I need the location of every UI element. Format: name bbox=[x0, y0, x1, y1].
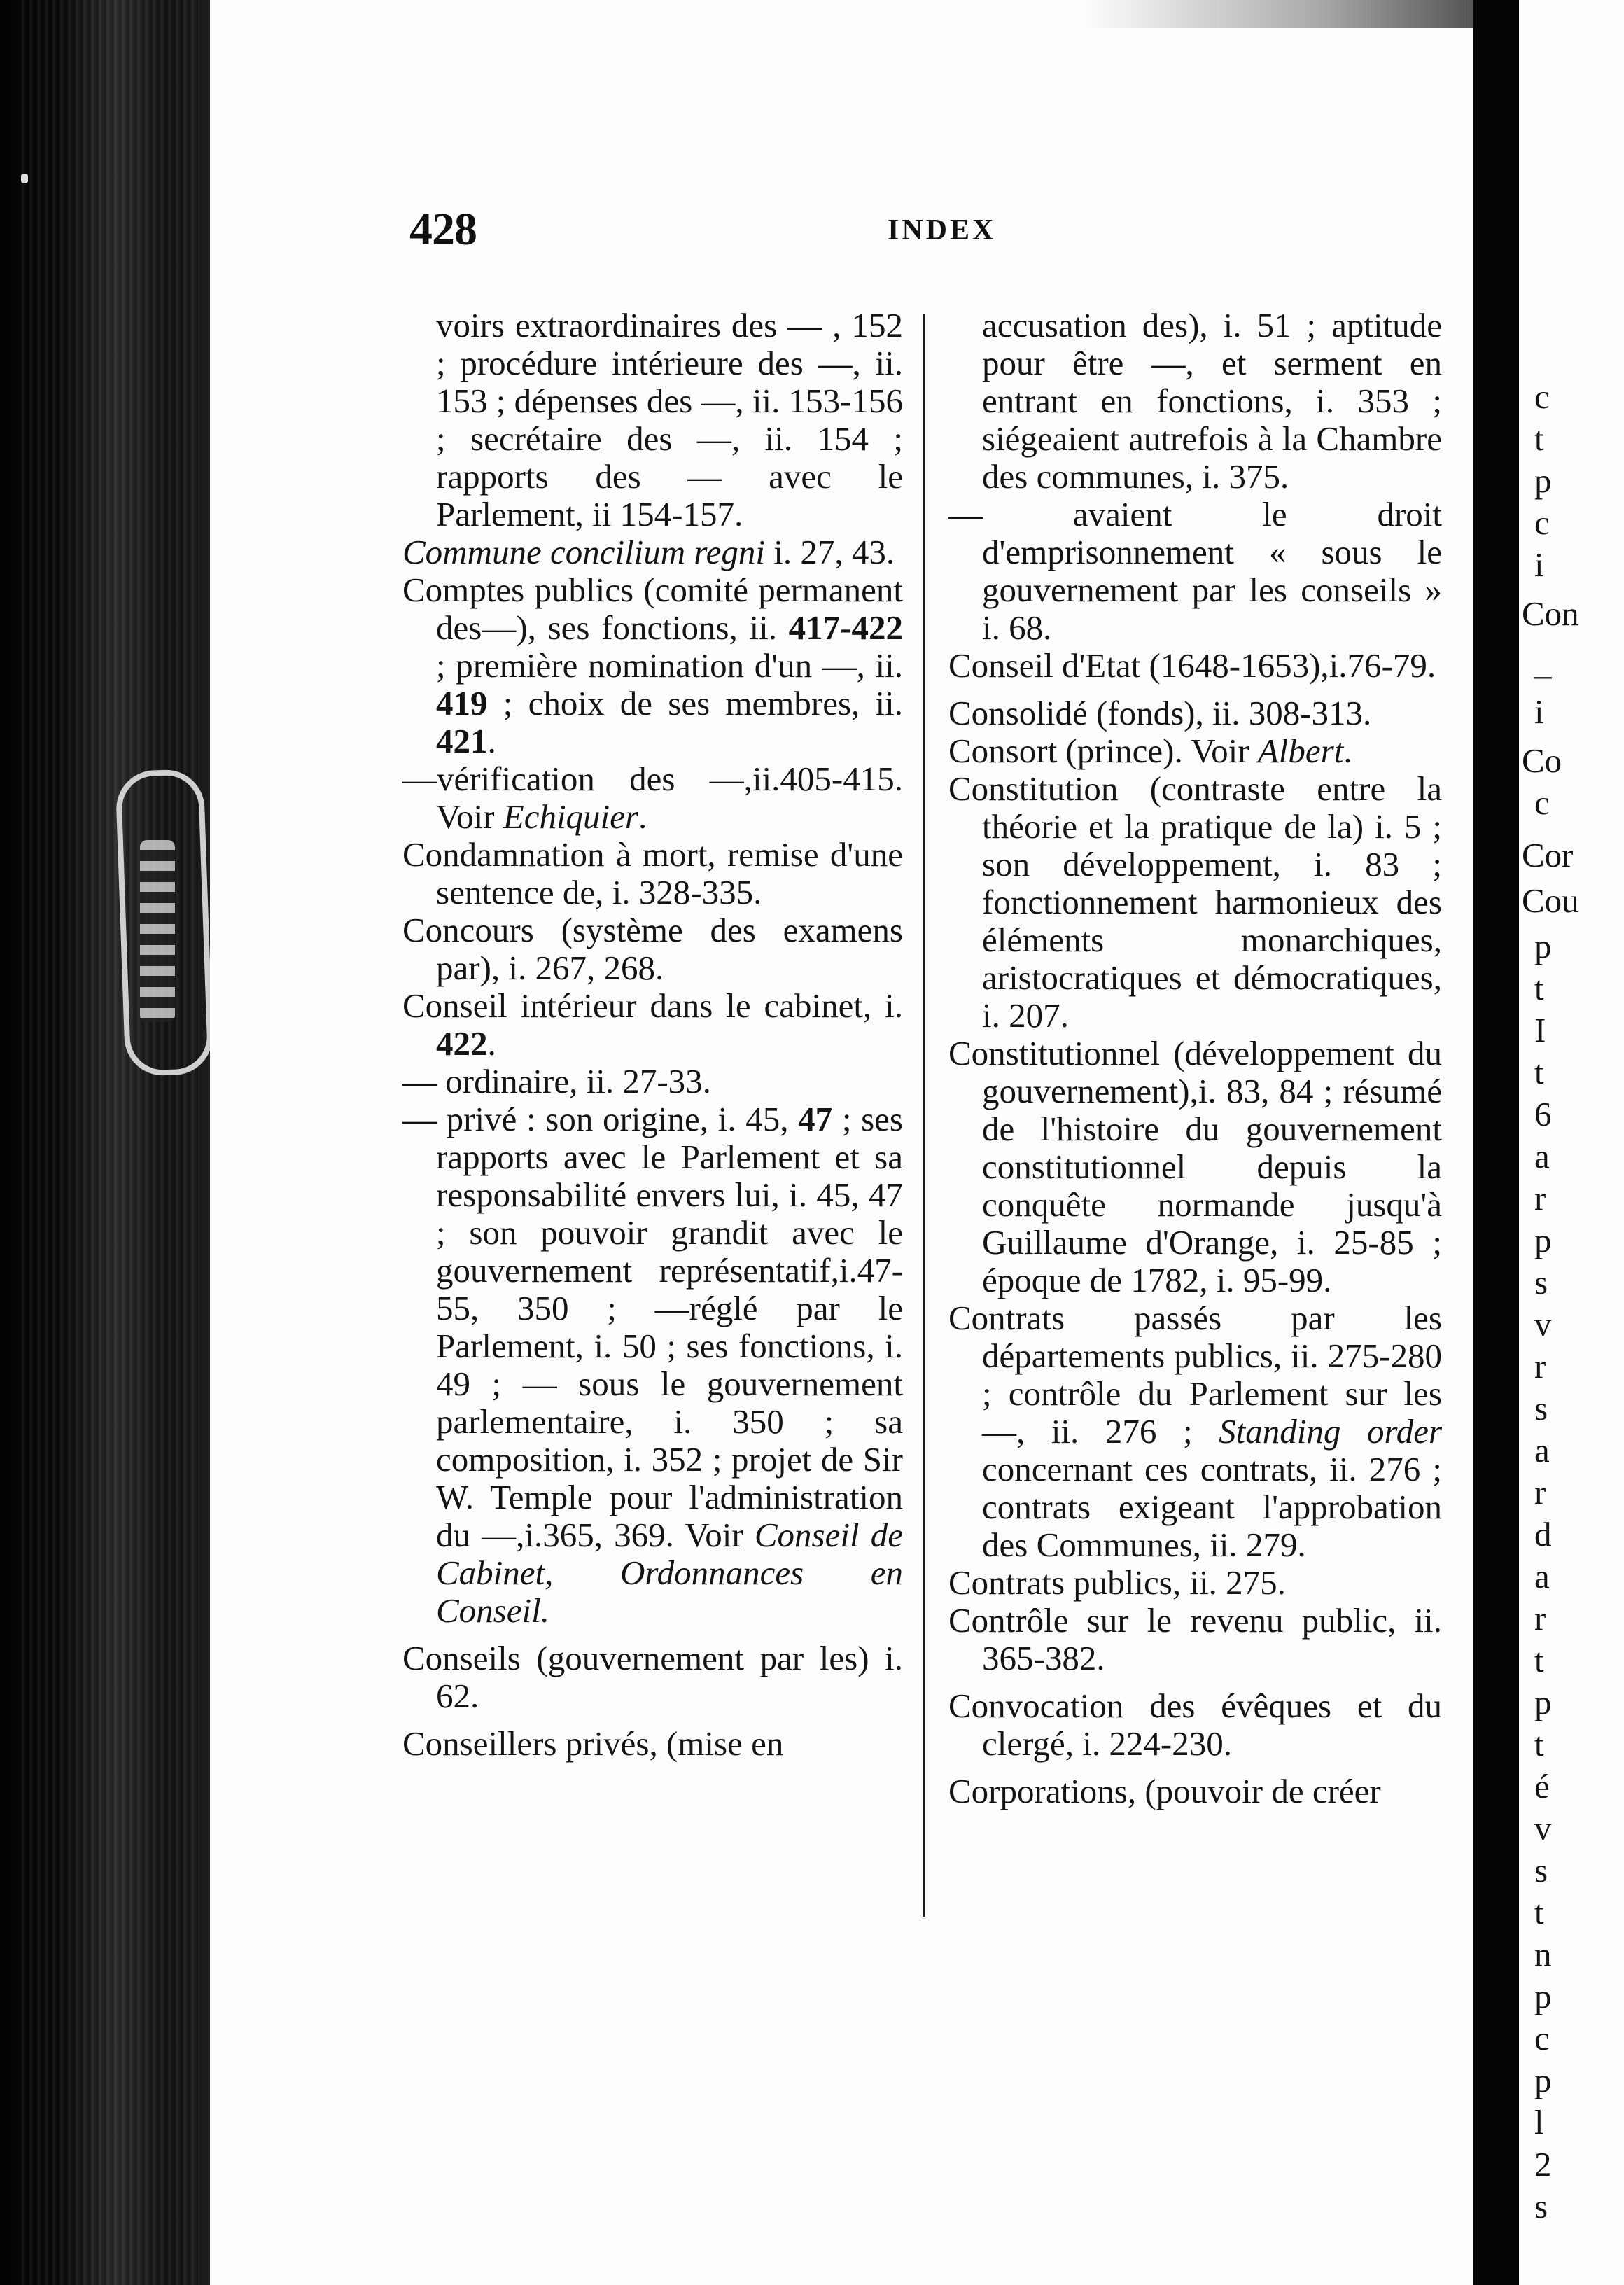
index-column-right bbox=[948, 307, 1442, 1810]
facing-page-edge bbox=[1519, 0, 1624, 2285]
index-entry bbox=[402, 571, 903, 760]
index-entry-text: Condamnation à mort, remise d'une sentence de, i. 328-335. bbox=[402, 835, 903, 911]
index-entry-text: Constitutionnel (développement du gouvernement),i. 83, 84 ; résumé de l'histoire du gouvernement constitutionnel depuis la conquête normande jusqu'à Guillaume d'Orange, i. 25-85 ; époque de 1782, i. 95-99. bbox=[948, 1034, 1442, 1299]
facing-page-fragment: c bbox=[1534, 783, 1550, 822]
facing-page-fragment: s bbox=[1534, 1851, 1548, 1889]
index-entry-italic-text: Standing order bbox=[1219, 1412, 1443, 1451]
index-entry-text: Conseillers privés, (mise en bbox=[402, 1724, 784, 1763]
facing-page-fragment: p bbox=[1534, 1683, 1552, 1721]
facing-page-fragment: s bbox=[1534, 2187, 1548, 2225]
index-entry-bold-text: 417-422 bbox=[788, 608, 903, 647]
index-entry bbox=[948, 1299, 1442, 1564]
index-entry-text: Consolidé (fonds), ii. 308-313. bbox=[948, 694, 1372, 732]
index-entry-text: Contrats publics, ii. 275. bbox=[948, 1563, 1286, 1602]
facing-page-fragment: _ bbox=[1534, 643, 1552, 682]
index-entry-text: Comptes publics (comité permanent des—), ses fonctions, ii. bbox=[402, 571, 903, 647]
index-entry bbox=[402, 1640, 903, 1715]
facing-page-fragment: l bbox=[1534, 2103, 1544, 2141]
facing-page-fragment: a bbox=[1534, 1431, 1550, 1469]
index-entry bbox=[948, 1035, 1442, 1299]
index-entry-text: . bbox=[638, 797, 648, 836]
facing-page-fragment: s bbox=[1534, 1263, 1548, 1301]
index-entry bbox=[948, 307, 1442, 496]
index-entry-bold-text: 47 bbox=[798, 1100, 833, 1138]
index-entry-italic-text: Echiquier bbox=[503, 797, 638, 836]
facing-page-fragment: t bbox=[1534, 419, 1544, 458]
index-entry-italic-text: Albert bbox=[1257, 732, 1344, 770]
index-entry-text: — privé : son origine, i. 45, bbox=[402, 1100, 799, 1138]
facing-page-fragment: r bbox=[1534, 1179, 1546, 1217]
index-entry bbox=[948, 770, 1442, 1035]
index-entry bbox=[948, 1602, 1442, 1677]
index-entry-text: i. 27, 43. bbox=[765, 533, 895, 571]
index-entry-italic-text: Commune concilium regni bbox=[402, 533, 766, 571]
page-number: 428 bbox=[410, 204, 477, 255]
facing-page-fragment: c bbox=[1534, 377, 1550, 416]
index-entry-text: —vérification des —,ii.405-415. Voir bbox=[402, 760, 903, 836]
index-entry-text: ; choix de ses membres, ii. bbox=[487, 684, 903, 722]
facing-page-fragment: p bbox=[1534, 1977, 1552, 2015]
index-entry-text: Contrôle sur le revenu public, ii. 365-382. bbox=[948, 1601, 1442, 1677]
index-entry-text: Corporations, (pouvoir de créer bbox=[948, 1772, 1381, 1810]
index-entry bbox=[402, 1100, 903, 1630]
index-entry-text: Conseils (gouvernement par les) i. 62. bbox=[402, 1639, 903, 1715]
facing-page-fragment: p bbox=[1534, 461, 1552, 500]
facing-page-fragment: i bbox=[1534, 692, 1544, 731]
index-entry-bold-text: 422 bbox=[436, 1024, 488, 1063]
facing-page-fragment: t bbox=[1534, 1053, 1544, 1091]
facing-page-fragment: c bbox=[1534, 2019, 1550, 2057]
index-entry-text: — ordinaire, ii. 27-33. bbox=[402, 1062, 711, 1100]
index-entry bbox=[402, 987, 903, 1063]
index-entry-text: Conseil d'Etat (1648-1653),i.76-79. bbox=[948, 646, 1436, 685]
facing-page-fragment: Co bbox=[1522, 741, 1562, 780]
index-entry bbox=[402, 1725, 903, 1763]
facing-page-fragment: r bbox=[1534, 1473, 1546, 1511]
facing-page-fragment: i bbox=[1534, 545, 1544, 584]
facing-page-fragment: 2 bbox=[1534, 2145, 1552, 2183]
index-entry-text: . bbox=[1343, 732, 1352, 770]
index-entry bbox=[402, 1063, 903, 1100]
facing-page-fragment: r bbox=[1534, 1347, 1546, 1385]
index-entry-bold-text: 419 bbox=[436, 684, 488, 722]
index-entry-text: ; ses rapports avec le Parlement et sa responsabilité envers lui, i. 45, 47 ; son pouvoir grandit avec le gouvernement représentatif,i.47-55, 350 ; —réglé par le Parlement, i. 50 ; ses fonctions, i. 49 ; — sous le gouvernement parlementaire, i. 350 ; sa composition, i. 352 ; projet de Sir W. Temple pour l'administration du —,i.365, 369. Voir bbox=[436, 1100, 903, 1554]
index-entry-text: Concours (système des examens par), i. 267, 268. bbox=[402, 911, 903, 987]
facing-page-fragment: a bbox=[1534, 1557, 1550, 1595]
facing-page-fragment: s bbox=[1534, 1389, 1548, 1427]
facing-page-fragment: v bbox=[1534, 1305, 1552, 1343]
facing-page-fragment: t bbox=[1534, 969, 1544, 1007]
index-entry-text: . bbox=[487, 722, 496, 760]
library-stamp-mark bbox=[140, 840, 175, 1022]
index-entry bbox=[948, 1564, 1442, 1602]
index-entry-text: voirs extraordinaires des — , 152 ; procédure intérieure des —, ii. 153 ; dépenses des —, ii. 153-156 ; secrétaire des —, ii. 154 ; rapports des — avec le Parlement, ii 154-157. bbox=[436, 306, 903, 533]
facing-page-fragment: I bbox=[1534, 1011, 1546, 1049]
facing-page-fragment: t bbox=[1534, 1641, 1544, 1679]
index-entry bbox=[402, 533, 903, 571]
facing-page-fragment: 6 bbox=[1534, 1095, 1552, 1133]
facing-page-fragment: r bbox=[1534, 1599, 1546, 1637]
facing-page-fragment: Con bbox=[1522, 594, 1579, 633]
index-entry-italic-text: Conseil de Cabinet, Ordonnances en Conseil. bbox=[436, 1516, 903, 1630]
facing-page-fragment: p bbox=[1534, 2061, 1552, 2099]
index-entry-text: Consort (prince). Voir bbox=[948, 732, 1258, 770]
index-entry bbox=[402, 911, 903, 987]
index-entry bbox=[402, 307, 903, 533]
index-column-left bbox=[402, 307, 903, 1763]
facing-page-fragment: v bbox=[1534, 1809, 1552, 1847]
facing-page-fragment: n bbox=[1534, 1935, 1552, 1973]
index-entry bbox=[402, 760, 903, 836]
page-top-shadow bbox=[1085, 0, 1474, 28]
facing-page-fragment: c bbox=[1534, 503, 1550, 542]
index-entry-text: accusation des), i. 51 ; aptitude pour être —, et serment en entrant en fonctions, i. 353 ; siégeaient autrefois à la Chambre des communes, i. 375. bbox=[982, 306, 1442, 496]
index-entry-text: Contrats passés par les départements publics, ii. 275-280 ; contrôle du Parlement sur les —, ii. 276 ; bbox=[948, 1299, 1442, 1451]
index-entry-text: Constitution (contraste entre la théorie et la pratique de la) i. 5 ; son développement, i. 83 ; fonctionnement harmonieux des éléments monarchiques, aristocratiques et démocratiques, i. 207. bbox=[948, 769, 1442, 1035]
page-edge-texture bbox=[21, 0, 200, 2285]
facing-page-fragment: Cou bbox=[1522, 881, 1579, 920]
index-entry bbox=[948, 1687, 1442, 1763]
facing-page-fragment: é bbox=[1534, 1767, 1550, 1805]
column-rule bbox=[923, 314, 925, 1917]
book-gutter bbox=[1474, 0, 1519, 2285]
facing-page-fragment: p bbox=[1534, 1221, 1552, 1259]
facing-page-fragment: t bbox=[1534, 1893, 1544, 1931]
index-entry bbox=[948, 647, 1442, 685]
facing-page-fragment: Cor bbox=[1522, 836, 1574, 874]
index-entry-text: Convocation des évêques et du clergé, i. 224-230. bbox=[948, 1686, 1442, 1763]
index-entry-text: . bbox=[487, 1024, 496, 1063]
facing-page-fragment: t bbox=[1534, 1725, 1544, 1763]
index-entry bbox=[948, 496, 1442, 647]
index-entry bbox=[948, 694, 1442, 732]
facing-page-fragment: p bbox=[1534, 927, 1552, 965]
index-entry-text: concernant ces contrats, ii. 276 ; contrats exigeant l'approbation des Communes, ii. 279. bbox=[982, 1450, 1442, 1564]
index-entry-bold-text: 421 bbox=[436, 722, 488, 760]
running-title: INDEX bbox=[888, 214, 997, 246]
facing-page-fragment: d bbox=[1534, 1515, 1552, 1553]
index-entry-text: — avaient le droit d'emprisonnement « sous le gouvernement par les conseils » i. 68. bbox=[948, 495, 1442, 647]
index-entry bbox=[948, 1773, 1442, 1810]
facing-page-fragment: a bbox=[1534, 1137, 1550, 1175]
index-entry-text: ; première nomination d'un —, ii. bbox=[436, 646, 903, 685]
index-entry bbox=[948, 732, 1442, 770]
scan-speck bbox=[21, 174, 28, 183]
index-entry bbox=[402, 836, 903, 911]
index-entry-text: Conseil intérieur dans le cabinet, i. bbox=[402, 986, 903, 1025]
